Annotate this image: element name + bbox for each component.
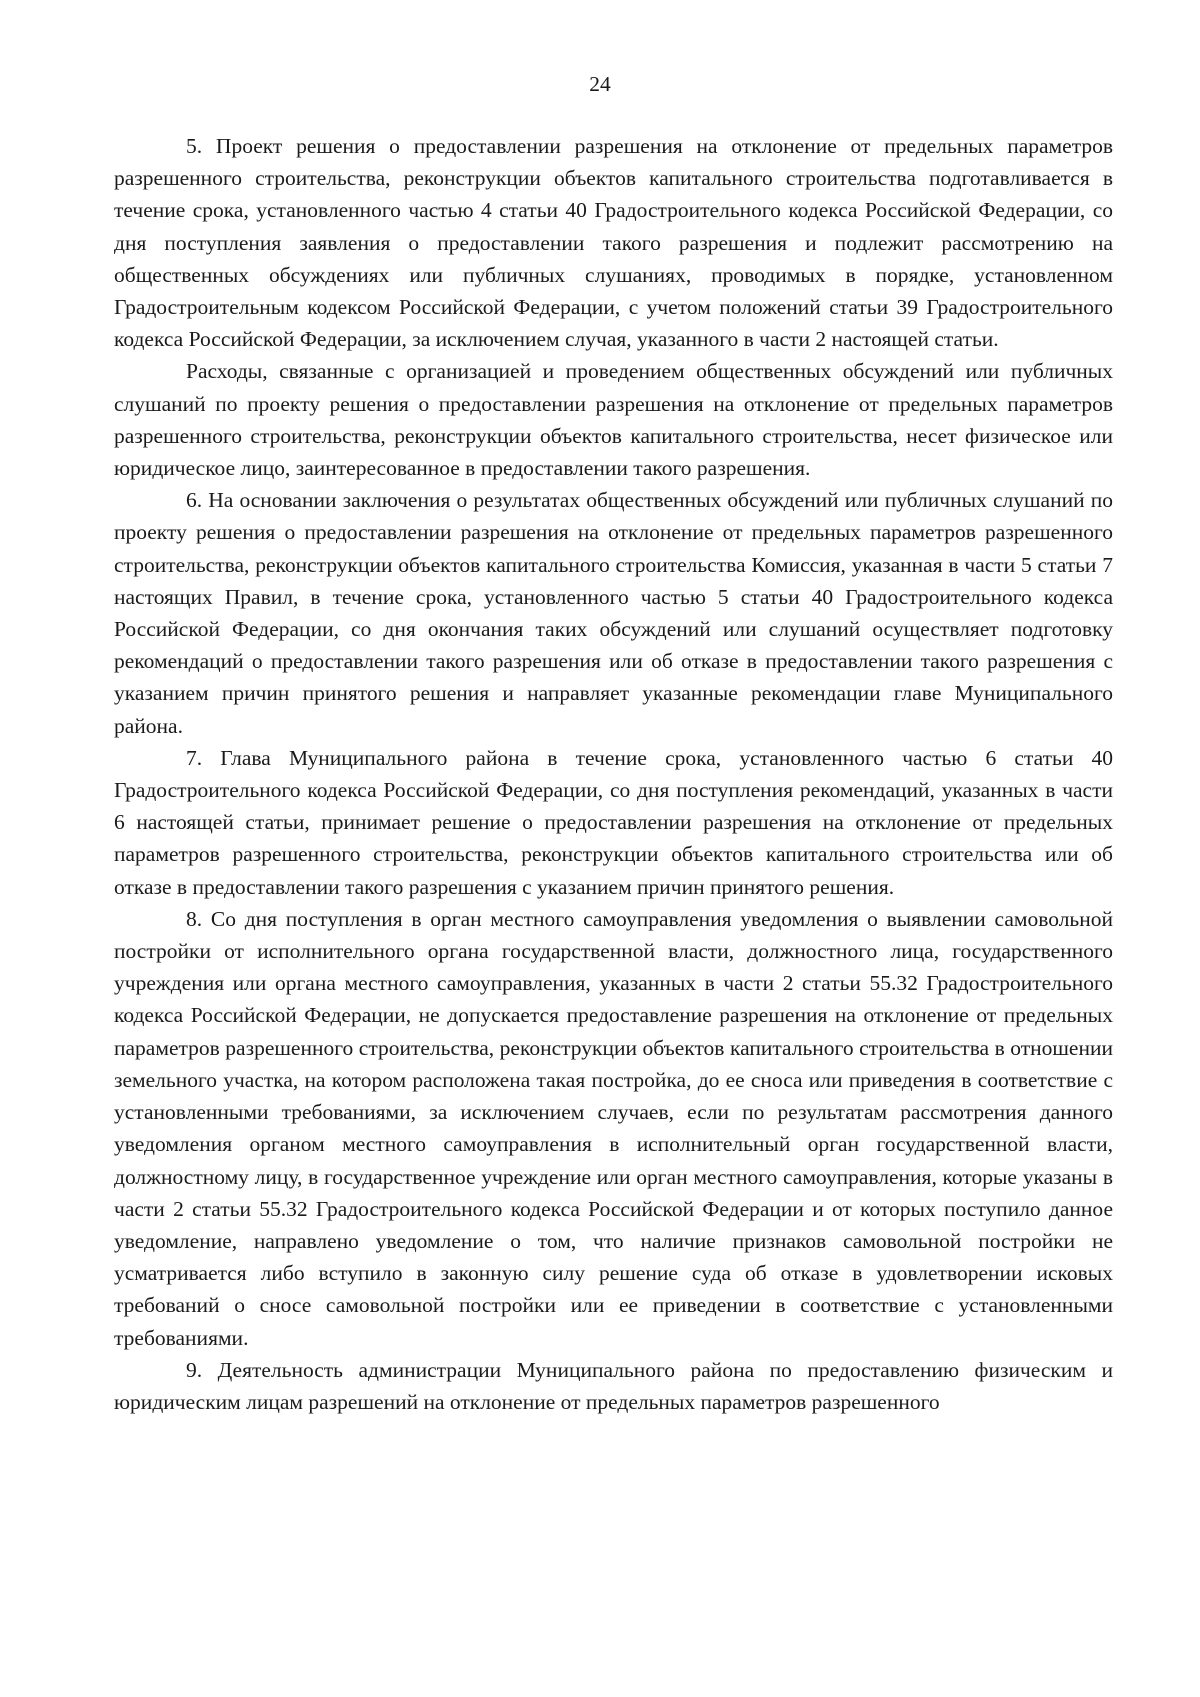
paragraph-6: 6. На основании заключения о результатах общественных обсуждений или публичных слушаний по проекту решения о предоставлении разрешения на отклонение от предельных параметров разрешенного строительства, реконструкции объектов капитального строительства Комиссия, указанная в части 5 статьи 7 настоящих Правил, в течение срока, установленного частью 5 статьи 40 Градостроительного кодекса Российской Федерации, со дня окончания таких обсуждений или слушаний осуществляет подготовку рекомендаций о предоставлении такого разрешения или об отказе в предоставлении такого разрешения с указанием причин принятого решения и направляет указанные рекомендации главе Муниципального района. (114, 488, 1113, 738)
paragraph-expenses: Расходы, связанные с организацией и проведением общественных обсуждений или публичных слушаний по проекту решения о предоставлении разрешения на отклонение от предельных параметров разрешенного строительства, реконструкции объектов капитального строительства, несет физическое или юридическое лицо, заинтересованное в предоставлении такого разрешения. (114, 359, 1113, 481)
paragraph-9: 9. Деятельность администрации Муниципального района по предоставлению физическим и юридическим лицам разрешений на отклонение от предельных параметров разрешенного (114, 1357, 1113, 1414)
paragraph-5: 5. Проект решения о предоставлении разрешения на отклонение от предельных параметров разрешенного строительства, реконструкции объектов капитального строительства подготавливается в течение срока, установленного частью 4 статьи 40 Градостроительного кодекса Российской Федерации, со дня поступления заявления о предоставлении такого разрешения и подлежит рассмотрению на общественных обсуждениях или публичных слушаниях, проводимых в порядке, установленном Градостроительным кодексом Российской Федерации, с учетом положений статьи 39 Градостроительного кодекса Российской Федерации, за исключением случая, указанного в части 2 настоящей статьи. (114, 134, 1113, 352)
page-number: 24 (589, 72, 611, 96)
document-body (114, 130, 1113, 1418)
paragraph-7: 7. Глава Муниципального района в течение срока, установленного частью 6 статьи 40 Градостроительного кодекса Российской Федерации, со дня поступления рекомендаций, указанных в части 6 настоящей статьи, принимает решение о предоставлении разрешения на отклонение от предельных параметров разрешенного строительства, реконструкции объектов капитального строительства или об отказе в предоставлении такого разрешения с указанием причин принятого решения. (114, 745, 1113, 899)
paragraph-8: 8. Со дня поступления в орган местного самоуправления уведомления о выявлении самовольной постройки от исполнительного органа государственной власти, должностного лица, государственного учреждения или органа местного самоуправления, указанных в части 2 статьи 55.32 Градостроительного кодекса Российской Федерации, не допускается предоставление разрешения на отклонение от предельных параметров разрешенного строительства, реконструкции объектов капитального строительства в отношении земельного участка, на котором расположена такая постройка, до ее сноса или приведения в соответствие с установленными требованиями, за исключением случаев, если по результатам рассмотрения данного уведомления органом местного самоуправления в исполнительный орган государственной власти, должностному лицу, в государственное учреждение или орган местного самоуправления, которые указаны в части 2 статьи 55.32 Градостроительного кодекса Российской Федерации и от которых поступило данное уведомление, направлено уведомление о том, что наличие признаков самовольной постройки не усматривается либо вступило в законную силу решение суда об отказе в удовлетворении исковых требований о сносе самовольной постройки или ее приведении в соответствие с установленными требованиями. (114, 906, 1113, 1350)
